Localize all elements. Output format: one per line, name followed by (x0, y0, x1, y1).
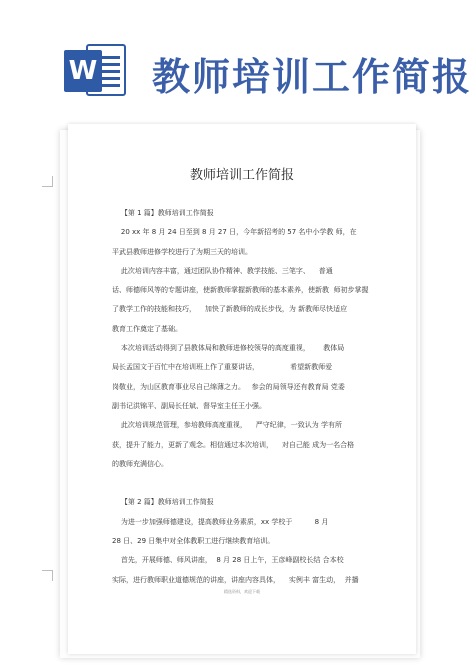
document-line: 话、师德师风等的专题讲座，使新教师掌握新教师的基本素养，使新教 师初步掌握 (112, 286, 369, 295)
document-line: 本次培训活动得到了县教体局和教师进修校领导的高度重视， 教体局 (112, 344, 345, 353)
document-line: 了教学工作的技能和技巧， 加快了新教师的成长步伐，为 新教师尽快适应 (112, 305, 348, 314)
document-line: 的教师充满信心。 (112, 459, 168, 468)
page-footer: 精选资料，欢迎下载 (224, 589, 260, 594)
header-banner (0, 0, 474, 120)
crop-mark-top (42, 176, 53, 187)
document-line (112, 474, 397, 493)
document-line: 此次培训内容丰富，通过团队协作精神、教学技能、三笔字、 普通 (112, 266, 333, 275)
document-line: 副书记洪锦平、副局长任斌、督导室主任王小强。 (112, 401, 266, 410)
document-line: 首先，开展师德、师风讲座， 8 月 28 日上午，王彦峰副校长结 合本校 (112, 556, 344, 565)
document-body (112, 204, 397, 590)
document-line: 为进一步加强师德建设，提高教师业务素质，xx 学校于 8 月 (112, 517, 329, 526)
word-document-icon (64, 40, 130, 100)
document-title: 教师培训工作简报 (189, 168, 294, 183)
crop-mark-bottom (42, 570, 53, 581)
document-line: 20 xx 年 8 月 24 日至到 8 月 27 日，今年新招考的 57 名中小学教 师，在 (112, 228, 357, 237)
document-line: 实际，进行教师职业道德规范的讲座，讲座内容具体， 实例丰 富生动， 并播 (112, 575, 359, 584)
document-line: 教育工作奠定了基础。 (112, 324, 182, 333)
document-line: 28 日、29 日集中对全体教职工进行继续教育培训。 (112, 537, 275, 546)
document-page (68, 124, 416, 654)
document-line: 【第 2 篇】教师培训工作简报 (112, 498, 214, 507)
document-line: 获，提升了能力，更新了观念。相信通过本次培训， 对自己能 成为一名合格 (112, 440, 355, 449)
document-line: 岗敬业，为山区教育事业尽自己绵薄之力。 参会的局领导还有教育局 党委 (112, 382, 345, 391)
word-badge: W (64, 50, 102, 92)
document-line: 平武县教师进修学校进行了为期三天的培训。 (112, 247, 252, 256)
document-line: 局长孟国文于百忙中在培训班上作了重要讲话， 希望新教师爱 (112, 363, 333, 372)
banner-title: 教师培训工作简报 (152, 55, 473, 99)
document-line: 此次培训规范管理，参培教师高度重视， 严守纪律，一致认为 学有所 (112, 421, 343, 430)
document-line: 【第 1 篇】教师培训工作简报 (112, 209, 214, 217)
